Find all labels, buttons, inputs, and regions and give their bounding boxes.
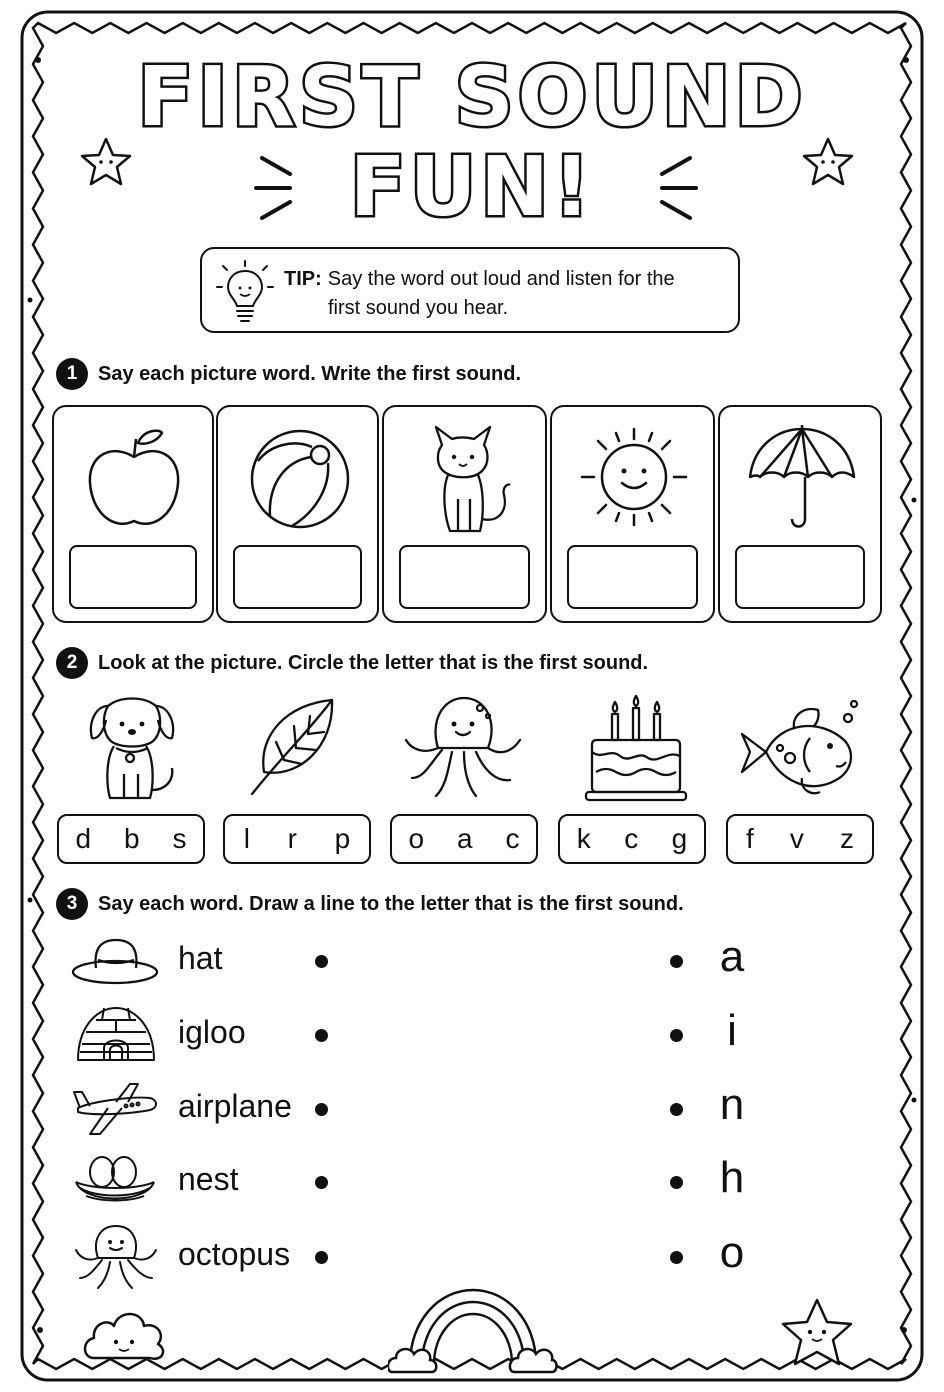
match-dot-left[interactable] <box>315 1176 328 1189</box>
letter-choices-cake <box>558 814 706 864</box>
match-dot-left[interactable] <box>315 1103 328 1116</box>
letter-choice[interactable]: z <box>839 823 854 854</box>
hat-icon <box>70 934 160 988</box>
letter-choices-fish <box>726 814 874 864</box>
match-letter: h <box>719 1153 745 1202</box>
letter-choices-octopus <box>390 814 538 864</box>
write-answer-box[interactable] <box>567 545 698 609</box>
match-word: nest <box>178 1161 239 1197</box>
cake-icon <box>584 694 688 804</box>
letter-choice[interactable]: c <box>505 823 520 854</box>
section1-number: 1 <box>56 358 88 390</box>
letter-choice[interactable]: a <box>456 823 473 854</box>
letter-choice[interactable]: d <box>75 823 92 854</box>
section1-instruction: Say each picture word. Write the first sound. <box>98 362 522 385</box>
letter-choice[interactable]: s <box>172 823 187 854</box>
match-letter: n <box>719 1080 745 1129</box>
rainbow-icon <box>388 1284 558 1376</box>
letter-choice[interactable]: p <box>334 823 351 854</box>
picture-card-cat <box>382 405 547 623</box>
letter-choices-leaf <box>223 814 371 864</box>
letter-choice[interactable]: f <box>746 823 754 854</box>
match-dot-left[interactable] <box>315 1251 328 1264</box>
cloud-icon <box>80 1300 168 1364</box>
leaf-icon <box>248 694 340 798</box>
write-answer-box[interactable] <box>69 545 197 609</box>
section2-number: 2 <box>56 647 88 679</box>
star-icon <box>778 1296 856 1368</box>
letter-choice[interactable]: k <box>576 823 591 854</box>
letter-choice[interactable]: b <box>123 823 140 854</box>
octopus-icon <box>74 1222 158 1290</box>
ball-icon <box>248 427 352 531</box>
match-dot-right[interactable] <box>670 1251 683 1264</box>
letter-choice[interactable]: l <box>243 823 251 854</box>
picture-card-ball <box>216 405 379 623</box>
letter-choice[interactable]: v <box>789 823 804 854</box>
dog-icon <box>82 694 182 804</box>
page-title: FIRST SOUND <box>137 50 807 145</box>
match-word: igloo <box>178 1014 246 1050</box>
picture-card-apple <box>52 405 214 623</box>
letter-choice[interactable]: g <box>671 823 688 854</box>
match-dot-right[interactable] <box>670 955 683 968</box>
write-answer-box[interactable] <box>735 545 865 609</box>
igloo-icon <box>74 1004 158 1064</box>
sparkle-lines-icon <box>652 150 702 230</box>
match-dot-right[interactable] <box>670 1029 683 1042</box>
match-letter: a <box>719 932 745 981</box>
picture-card-umbrella <box>718 405 882 623</box>
write-answer-box[interactable] <box>233 545 362 609</box>
section1-heading <box>56 358 521 390</box>
match-letter: o <box>719 1228 745 1277</box>
match-word: airplane <box>178 1088 292 1124</box>
match-word: octopus <box>178 1236 291 1272</box>
fish-icon <box>736 700 862 800</box>
section3-instruction: Say each word. Draw a line to the letter that is the first sound. <box>98 892 684 915</box>
match-dot-right[interactable] <box>670 1103 683 1116</box>
sun-icon <box>576 425 692 529</box>
match-dot-left[interactable] <box>315 1029 328 1042</box>
tip-line2: first sound you hear. <box>328 297 509 319</box>
sparkle-lines-icon <box>250 150 300 230</box>
write-answer-box[interactable] <box>399 545 530 609</box>
section3-heading <box>56 888 684 920</box>
letter-choice[interactable]: r <box>287 823 297 854</box>
cat-icon <box>424 419 512 537</box>
star-icon <box>800 136 856 188</box>
match-dot-left[interactable] <box>315 955 328 968</box>
tip-line1: Say the word out loud and listen for the <box>327 268 675 290</box>
match-word: hat <box>178 940 223 976</box>
lightbulb-icon <box>216 259 274 325</box>
nest-icon <box>72 1152 158 1210</box>
section2-heading <box>56 647 648 679</box>
umbrella-icon <box>744 423 860 535</box>
page-title-line2: FUN! <box>349 140 595 235</box>
letter-choice[interactable]: o <box>408 823 425 854</box>
tip-text <box>284 265 724 323</box>
letter-choice[interactable]: c <box>624 823 639 854</box>
picture-card-sun <box>550 405 715 623</box>
octopus-icon <box>402 694 524 800</box>
match-dot-right[interactable] <box>670 1176 683 1189</box>
letter-choices-dog <box>57 814 205 864</box>
tip-box <box>200 247 740 333</box>
apple-icon <box>82 425 186 533</box>
tip-label: TIP: <box>284 268 322 290</box>
section3-number: 3 <box>56 888 88 920</box>
star-icon <box>78 136 134 188</box>
airplane-icon <box>70 1078 160 1140</box>
section2-instruction: Look at the picture. Circle the letter that is the first sound. <box>98 651 649 674</box>
match-letter: i <box>727 1006 737 1055</box>
